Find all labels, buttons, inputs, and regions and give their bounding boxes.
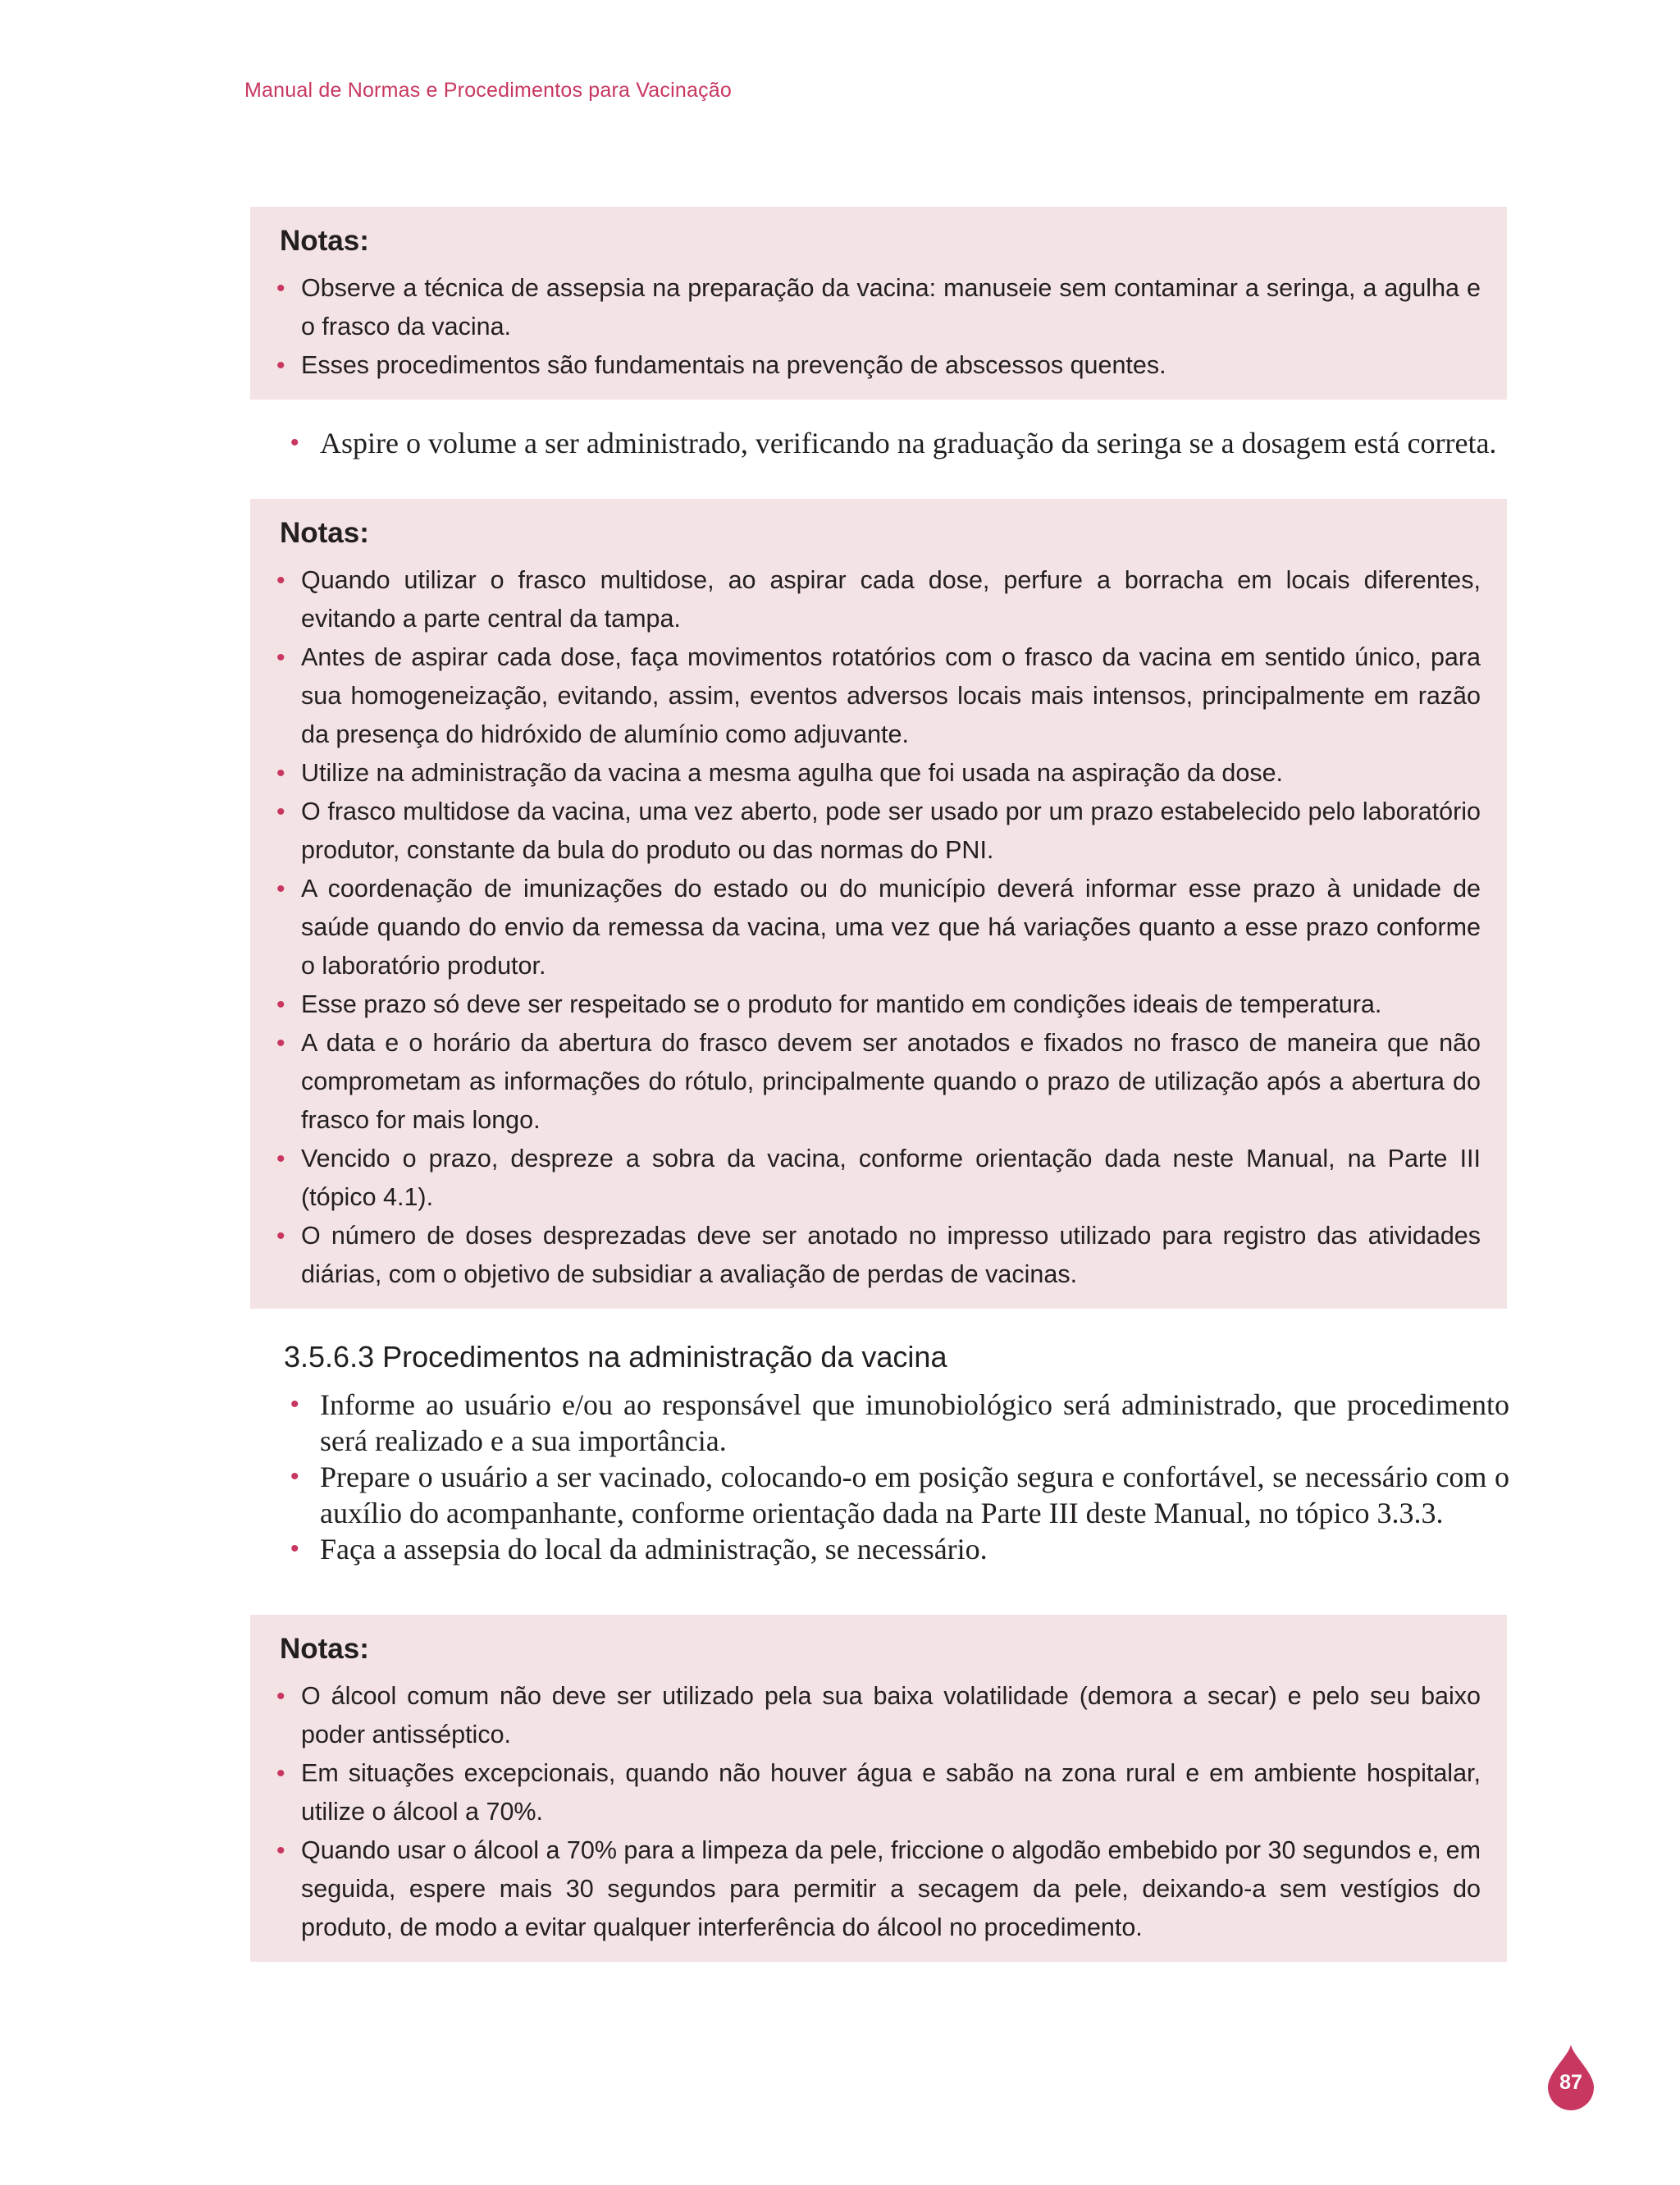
notes-title: Notas: bbox=[280, 225, 369, 257]
bullet-icon: • bbox=[276, 760, 285, 787]
bullet-icon: • bbox=[276, 875, 285, 903]
bullet-icon: • bbox=[276, 991, 285, 1018]
procedure-list bbox=[287, 1387, 1509, 1567]
note-item: • A data e o horário da abertura do frasco devem ser anotados e fixados no frasco de maneira que não comprometam as informações do rótulo, principalmente quando o prazo de utilização após a abertura do frasco for mais longo. bbox=[276, 1024, 1481, 1140]
running-header: Manual de Normas e Procedimentos para Vacinação bbox=[244, 79, 732, 102]
bullet-icon: • bbox=[276, 1837, 285, 1864]
bullet-icon: • bbox=[276, 644, 285, 671]
page-number-badge bbox=[1546, 2045, 1596, 2110]
procedure-item: • Prepare o usuário a ser vacinado, colocando-o em posição segura e confortável, se necessário com o auxílio do acompanhante, conforme orientação dada na Parte III deste Manual, no tópico 3.3.3. bbox=[290, 1460, 1509, 1529]
note-item: • Em situações excepcionais, quando não houver água e sabão na zona rural e em ambiente hospitalar, utilize o álcool a 70%. bbox=[276, 1754, 1481, 1831]
page-number: 87 bbox=[1559, 2071, 1582, 2094]
bullet-icon: • bbox=[276, 352, 285, 379]
bullet-icon: • bbox=[290, 1535, 299, 1562]
notes-box-3 bbox=[250, 1615, 1507, 1962]
notes-list bbox=[276, 269, 1481, 385]
note-item: • Quando usar o álcool a 70% para a limpeza da pele, friccione o algodão embebido por 30 segundos e, em seguida, espere mais 30 segundos para permitir a secagem da pele, deixando-a sem vestígios do produto, de modo a evitar qualquer interferência do álcool no procedimento. bbox=[276, 1831, 1481, 1947]
notes-title: Notas: bbox=[280, 517, 369, 549]
bullet-icon: • bbox=[276, 1145, 285, 1172]
bullet-icon: • bbox=[276, 567, 285, 594]
note-item: • Antes de aspirar cada dose, faça movimentos rotatórios com o frasco da vacina em sentido único, para sua homogeneização, evitando, assim, eventos adversos locais mais intensos, principalmente em razão da presença do hidróxido de alumínio como adjuvante. bbox=[276, 638, 1481, 754]
bullet-icon: • bbox=[276, 1683, 285, 1710]
note-item: • Esses procedimentos são fundamentais na prevenção de abscessos quentes. bbox=[276, 346, 1481, 385]
note-item: • Observe a técnica de assepsia na preparação da vacina: manuseie sem contaminar a seringa, a agulha e o frasco da vacina. bbox=[276, 269, 1481, 346]
step-item: • Aspire o volume a ser administrado, verificando na graduação da seringa se a dosagem está correta. bbox=[290, 427, 1497, 459]
notes-title: Notas: bbox=[280, 1633, 369, 1665]
note-item: • Vencido o prazo, despreze a sobra da vacina, conforme orientação dada neste Manual, na Parte III (tópico 4.1). bbox=[276, 1140, 1481, 1217]
bullet-icon: • bbox=[290, 429, 299, 456]
procedure-item: • Informe ao usuário e/ou ao responsável que imunobiológico será administrado, que procedimento será realizado e a sua importância. bbox=[290, 1388, 1509, 1457]
notes-box-2 bbox=[250, 499, 1507, 1309]
bullet-icon: • bbox=[276, 1760, 285, 1787]
note-item: • O número de doses desprezadas deve ser anotado no impresso utilizado para registro das atividades diárias, com o objetivo de subsidiar a avaliação de perdas de vacinas. bbox=[276, 1217, 1481, 1294]
note-item: • Esse prazo só deve ser respeitado se o produto for mantido em condições ideais de temperatura. bbox=[276, 985, 1481, 1024]
step-list-aspire bbox=[287, 425, 1509, 461]
note-item: • A coordenação de imunizações do estado ou do município deverá informar esse prazo à unidade de saúde quando do envio da remessa da vacina, uma vez que há variações quanto a esse prazo conforme o laboratório produtor. bbox=[276, 870, 1481, 985]
notes-box-1 bbox=[250, 207, 1507, 400]
notes-list bbox=[276, 1677, 1481, 1947]
bullet-icon: • bbox=[276, 1030, 285, 1057]
bullet-icon: • bbox=[276, 1223, 285, 1250]
bullet-icon: • bbox=[290, 1391, 299, 1418]
section-heading: 3.5.6.3 Procedimentos na administração da vacina bbox=[284, 1340, 947, 1374]
note-item: • O frasco multidose da vacina, uma vez aberto, pode ser usado por um prazo estabelecido pelo laboratório produtor, constante da bula do produto ou das normas do PNI. bbox=[276, 793, 1481, 870]
note-item: • Quando utilizar o frasco multidose, ao aspirar cada dose, perfure a borracha em locais diferentes, evitando a parte central da tampa. bbox=[276, 561, 1481, 638]
procedure-item: • Faça a assepsia do local da administração, se necessário. bbox=[290, 1533, 988, 1566]
note-item: • Utilize na administração da vacina a mesma agulha que foi usada na aspiração da dose. bbox=[276, 754, 1481, 793]
note-item: • O álcool comum não deve ser utilizado pela sua baixa volatilidade (demora a secar) e pelo seu baixo poder antisséptico. bbox=[276, 1677, 1481, 1754]
bullet-icon: • bbox=[290, 1463, 299, 1490]
bullet-icon: • bbox=[276, 275, 285, 302]
bullet-icon: • bbox=[276, 798, 285, 825]
notes-list bbox=[276, 561, 1481, 1294]
